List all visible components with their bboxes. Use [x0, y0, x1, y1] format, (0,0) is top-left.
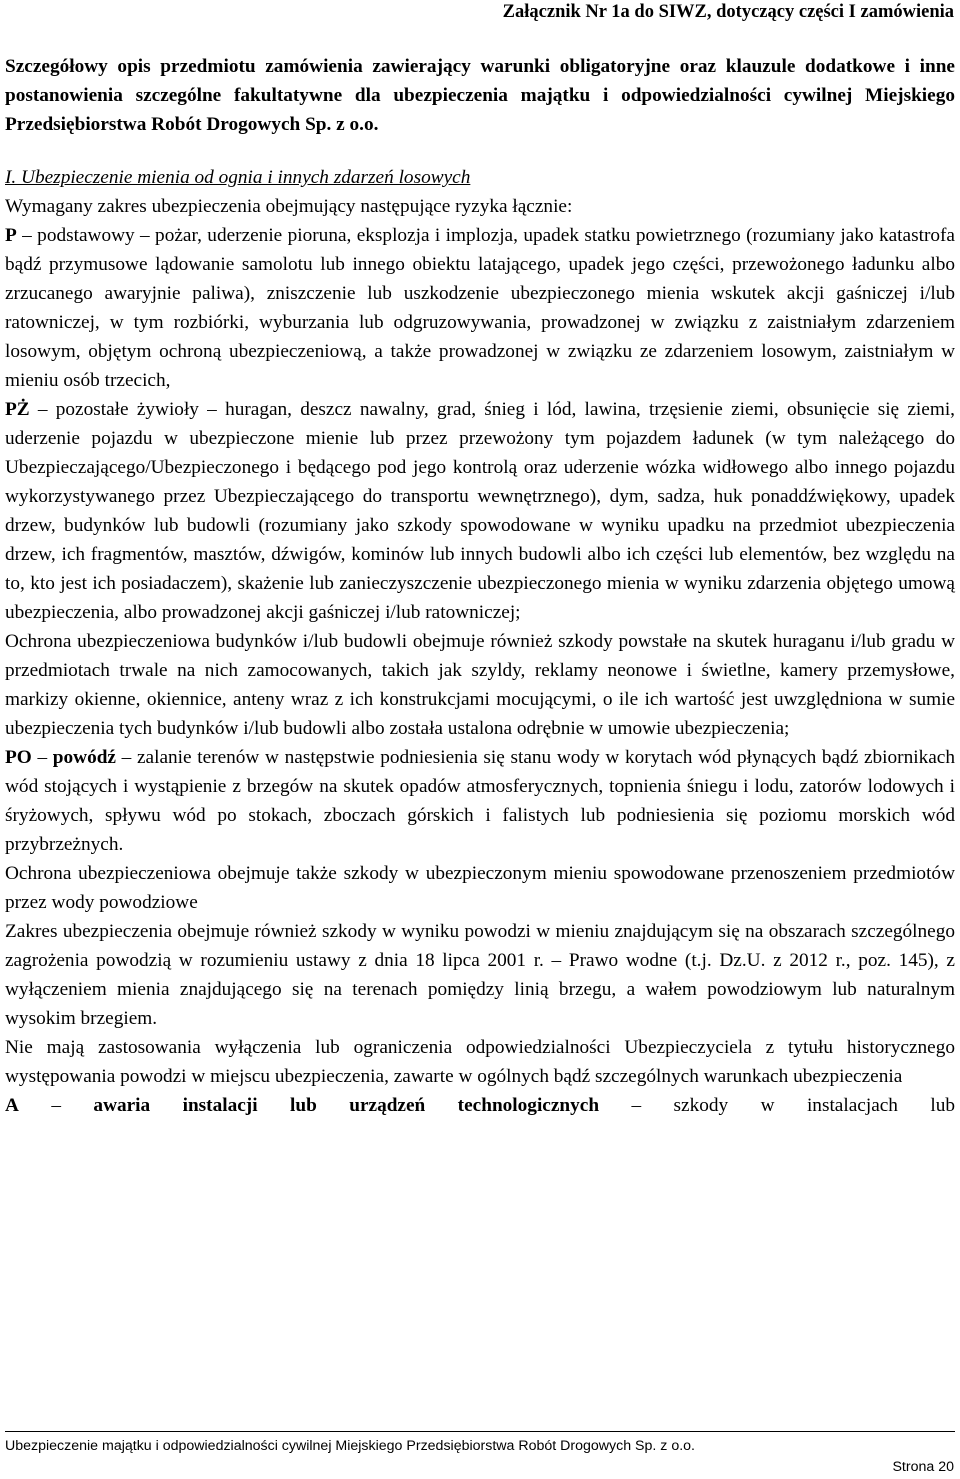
intro-paragraph: Wymagany zakres ubezpieczenia obejmujący następujące ryzyka łącznie:	[5, 196, 573, 217]
risk-a-dash: –	[18, 1095, 94, 1116]
risk-po-code: PO	[5, 747, 32, 768]
risk-po-extra-1: Ochrona ubezpieczeniowa obejmuje także szkody w ubezpieczonym mieniu spowodowane przenoszeniem przedmiotów przez wody powodziowe	[5, 863, 955, 913]
risk-a-name: awaria instalacji lub urządzeń technologicznych	[93, 1095, 600, 1116]
risk-po-text: – zalanie terenów w następstwie podniesienia się stanu wody w korytach wód płynących bądź zbiornikach wód stojących i wystąpienie z brzegów na skutek opadów atmosferycznych, topnienia śniegu i lodu, zatorów lodowych i śryżowych, spływu wód po stokach, zboczach górskich i falistych lub podniesienia się poziomu morskich wód przybrzeżnych.	[5, 747, 955, 855]
risk-po-paragraph	[5, 743, 955, 859]
risk-pz-paragraph	[5, 395, 955, 627]
risk-pz-extra: Ochrona ubezpieczeniowa budynków i/lub budowli obejmuje również szkody powstałe na skutek huraganu i/lub gradu w przedmiotach trwale na nich zamocowanych, takich jak szyldy, reklamy neonowe i świetlne, kamery przemysłowe, markizy okienne, okiennice, anteny wraz z ich konstrukcjami mocującymi, o ile ich wartość jest uwzględniona w sumie ubezpieczenia tych budynków i/lub budowli albo została ustalona odrębnie w umowie ubezpieczenia;	[5, 631, 955, 739]
risk-a-text: – szkody w instalacjach lub	[599, 1095, 956, 1116]
risk-p-code: P	[5, 225, 17, 246]
risk-a-paragraph	[5, 1091, 955, 1120]
risk-p-paragraph	[5, 221, 955, 395]
document-title: Szczegółowy opis przedmiotu zamówienia zawierający warunki obligatoryjne oraz klauzule dodatkowe i inne postanowienia szczególne fakultatywne dla ubezpieczenia majątku i odpowiedzialności cywilnej Miejskiego Przedsiębiorstwa Robót Drogowych Sp. z o.o.	[5, 56, 955, 135]
footer-divider	[5, 1431, 955, 1432]
page-header: Załącznik Nr 1a do SIWZ, dotyczący części I zamówienia	[502, 2, 954, 22]
risk-pz-text: – pozostałe żywioły – huragan, deszcz nawalny, grad, śnieg i lód, lawina, trzęsienie ziemi, obsunięcie się ziemi, uderzenie pojazdu w ubezpieczone mienie lub przez przewożony tym pojazdem ładunek (w tym należącego do Ubezpieczającego/Ubezpieczonego i będącego pod jego kontrolą oraz uderzenie wózka widłowego albo innego pojazdu wykorzystywanego przez Ubezpieczającego do transportu wewnętrznego), dym, sadza, huk ponaddźwiękowy, upadek drzew, budynków lub budowli (rozumiany jako szkody spowodowane w wyniku upadku na przedmiot ubezpieczenia drzew, ich fragmentów, masztów, dźwigów, kominów lub innych budowli albo ich części lub elementów, bez względu na to, kto jest ich posiadaczem), skażenie lub zanieczyszczenie ubezpieczonego mienia w wyniku zdarzenia objętego umową ubezpieczenia, albo prowadzonej akcji gaśniczej i/lub ratowniczej;	[5, 399, 955, 623]
risk-po-extra-3: Nie mają zastosowania wyłączenia lub ograniczenia odpowiedzialności Ubezpieczyciela z tytułu historycznego występowania powodzi w miejscu ubezpieczenia, zawarte w ogólnych bądź szczególnych warunkach ubezpieczenia	[5, 1037, 955, 1087]
footer-text: Ubezpieczenie majątku i odpowiedzialności cywilnej Miejskiego Przedsiębiorstwa Robót Drogowych Sp. z o.o.	[5, 1438, 695, 1454]
risk-po-extra-2: Zakres ubezpieczenia obejmuje również szkody w wyniku powodzi w mieniu znajdującym się na obszarach szczególnego zagrożenia powodzią w rozumieniu ustawy z dnia 18 lipca 2001 r. – Prawo wodne (t.j. Dz.U. z 2012 r., poz. 145), z wyłączeniem mienia znajdującego się na terenach pomiędzy linią brzegu, a wałem powodziowym lub naturalnym wysokim brzegiem.	[5, 921, 955, 1029]
risk-po-dash: –	[31, 747, 53, 768]
section-heading: I. Ubezpieczenie mienia od ognia i innych zdarzeń losowych	[5, 167, 471, 188]
risk-pz-code: PŻ	[5, 399, 30, 420]
risk-po-name: powódź	[52, 747, 116, 768]
page-number: Strona 20	[892, 1459, 954, 1475]
risk-a-code: A	[5, 1095, 19, 1116]
document-body	[5, 52, 955, 1120]
risk-p-text: – podstawowy – pożar, uderzenie pioruna, eksplozja i implozja, upadek statku powietrznego (rozumiany jako katastrofa bądź przymusowe lądowanie samolotu lub innego obiektu latającego, upadek jego części, przewożonego ładunku albo zrzucanego awaryjnie paliwa), zniszczenie lub uszkodzenie ubezpieczonego mienia wskutek akcji gaśniczej i/lub ratowniczej, w tym rozbiórki, wyburzania lub odgruzowywania, prowadzonej w związku z zaistniałym zdarzeniem losowym, objętym ochroną ubezpieczeniową, a także prowadzonej w związku ze zdarzeniem losowym, zaistniałym w mieniu osób trzecich,	[5, 225, 955, 391]
